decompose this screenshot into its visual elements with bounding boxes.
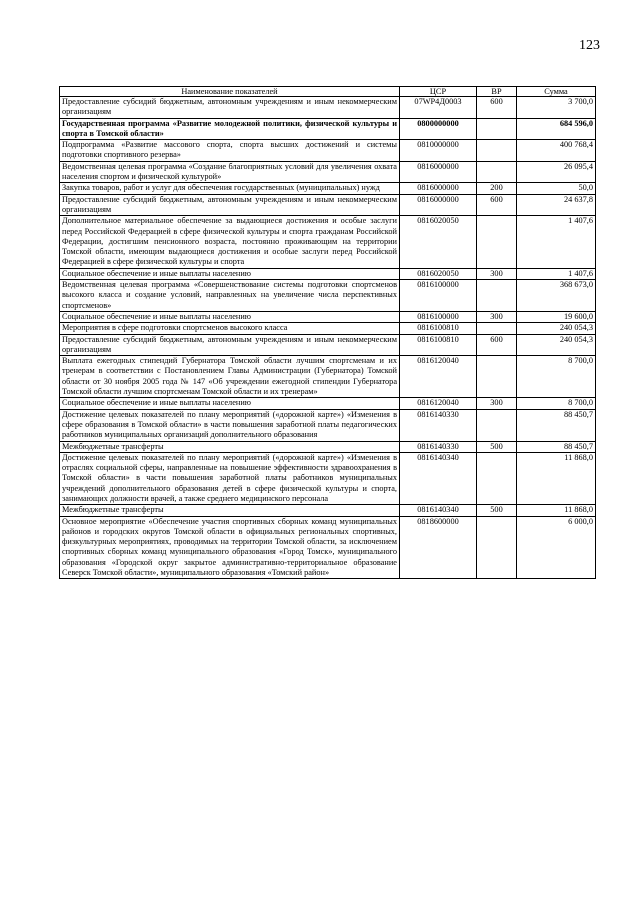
- header-name: Наименование показателей: [60, 87, 400, 97]
- table-row: [60, 268, 596, 279]
- header-vr: ВР: [477, 87, 517, 97]
- table-row: [60, 183, 596, 194]
- row-name-cell: Предоставление субсидий бюджетным, автономным учреждениям и иным некоммерческим организациям: [60, 97, 400, 119]
- table-row: [60, 97, 596, 119]
- row-sum-cell: 88 450,7: [517, 409, 596, 441]
- table-row: [60, 505, 596, 516]
- row-csr-cell: 0818600000: [400, 516, 477, 579]
- row-vr-cell: 200: [477, 183, 517, 194]
- row-csr-cell: 0816120040: [400, 398, 477, 409]
- row-csr-cell: 0810000000: [400, 140, 477, 162]
- table-row: [60, 311, 596, 322]
- table-row: [60, 356, 596, 398]
- table-row: [60, 216, 596, 268]
- row-vr-cell: 500: [477, 505, 517, 516]
- row-vr-cell: [477, 323, 517, 334]
- row-csr-cell: 0816100810: [400, 323, 477, 334]
- row-name-cell: Предоставление субсидий бюджетным, автономным учреждениям и иным некоммерческим организациям: [60, 334, 400, 356]
- row-vr-cell: 600: [477, 334, 517, 356]
- table-row: [60, 194, 596, 216]
- row-csr-cell: 0800000000: [400, 118, 477, 140]
- row-name-cell: Выплата ежегодных стипендий Губернатора Томской области лучшим спортсменам и их тренерам в соответствии с Постановлением Главы Администрации (Губернатора) Томской области от 30 ноября 2005 года № 147 «Об учреждении ежегодной стипендии Губернатора Томской области лучшим спортсменам Томской области и их тренерам»: [60, 356, 400, 398]
- row-vr-cell: 300: [477, 398, 517, 409]
- row-vr-cell: [477, 216, 517, 268]
- row-name-cell: Государственная программа «Развитие молодежной политики, физической культуры и спорта в Томской области»: [60, 118, 400, 140]
- row-vr-cell: [477, 452, 517, 504]
- row-name-cell: Межбюджетные трансферты: [60, 505, 400, 516]
- row-name-cell: Основное мероприятие «Обеспечение участия спортивных сборных команд муниципальных районов и городских округов Томской области в официальных региональных спортивных, физкультурных мероприятиях, проводимых на территории Томской области, за исключением спортивных сборных команд муниципального образования «Город Томск», муниципального образования «Городской округ закрытое административно-территориальное образование Северск Томской области», муниципального образования «Томский район»: [60, 516, 400, 579]
- row-vr-cell: 300: [477, 268, 517, 279]
- row-sum-cell: 684 596,0: [517, 118, 596, 140]
- row-sum-cell: 1 407,6: [517, 216, 596, 268]
- table-row: [60, 441, 596, 452]
- row-csr-cell: 0816000000: [400, 161, 477, 183]
- row-csr-cell: 0816000000: [400, 183, 477, 194]
- row-sum-cell: 240 054,3: [517, 323, 596, 334]
- row-vr-cell: [477, 280, 517, 312]
- row-name-cell: Ведомственная целевая программа «Совершенствование системы подготовки спортсменов высокого класса и создание условий, направленных на увеличение числа перспективных спортсменов»: [60, 280, 400, 312]
- row-vr-cell: 600: [477, 194, 517, 216]
- header-csr: ЦСР: [400, 87, 477, 97]
- row-vr-cell: [477, 409, 517, 441]
- row-csr-cell: 0816020050: [400, 216, 477, 268]
- table-row: [60, 334, 596, 356]
- row-name-cell: Социальное обеспечение и иные выплаты населению: [60, 398, 400, 409]
- table-row: [60, 140, 596, 162]
- row-name-cell: Дополнительное материальное обеспечение за выдающиеся достижения и особые заслуги перед Российской Федерацией в сфере физической культуры и спорта гражданам Российской Федерации, достигшим пенсионного возраста, постоянно проживающим на территории Томской области, имеющим выдающиеся достижения и особые заслуги перед Российской Федерацией в сфере физической культуры и спорта: [60, 216, 400, 268]
- row-name-cell: Закупка товаров, работ и услуг для обеспечения государственных (муниципальных) нужд: [60, 183, 400, 194]
- table-body: [60, 97, 596, 579]
- row-sum-cell: 240 054,3: [517, 334, 596, 356]
- row-name-cell: Достижение целевых показателей по плану мероприятий («дорожной карте») «Изменения в сфере образования в Томской области» в части повышения заработной платы педагогических работников муниципальных организаций дополнительного образования: [60, 409, 400, 441]
- row-csr-cell: 0816120040: [400, 356, 477, 398]
- row-vr-cell: [477, 118, 517, 140]
- row-sum-cell: 24 637,8: [517, 194, 596, 216]
- row-name-cell: Предоставление субсидий бюджетным, автономным учреждениям и иным некоммерческим организациям: [60, 194, 400, 216]
- table-row: [60, 398, 596, 409]
- table-header-row: [60, 87, 596, 97]
- row-name-cell: Подпрограмма «Развитие массового спорта, спорта высших достижений и системы подготовки спортивного резерва»: [60, 140, 400, 162]
- row-name-cell: Мероприятия в сфере подготовки спортсменов высокого класса: [60, 323, 400, 334]
- row-sum-cell: 11 868,0: [517, 505, 596, 516]
- row-name-cell: Социальное обеспечение и иные выплаты населению: [60, 268, 400, 279]
- table-row: [60, 161, 596, 183]
- row-name-cell: Ведомственная целевая программа «Создание благоприятных условий для увеличения охвата населения спортом и физической культурой»: [60, 161, 400, 183]
- row-csr-cell: 0816000000: [400, 194, 477, 216]
- row-vr-cell: 300: [477, 311, 517, 322]
- table-row: [60, 516, 596, 579]
- table-row: [60, 118, 596, 140]
- table-row: [60, 323, 596, 334]
- row-vr-cell: [477, 356, 517, 398]
- row-csr-cell: 0816140340: [400, 505, 477, 516]
- row-name-cell: Межбюджетные трансферты: [60, 441, 400, 452]
- row-sum-cell: 1 407,6: [517, 268, 596, 279]
- row-sum-cell: 11 868,0: [517, 452, 596, 504]
- row-sum-cell: 400 768,4: [517, 140, 596, 162]
- row-sum-cell: 19 600,0: [517, 311, 596, 322]
- row-sum-cell: 368 673,0: [517, 280, 596, 312]
- row-csr-cell: 0816100810: [400, 334, 477, 356]
- row-csr-cell: 07WР4Д0003: [400, 97, 477, 119]
- row-sum-cell: 8 700,0: [517, 398, 596, 409]
- table-row: [60, 409, 596, 441]
- row-sum-cell: 50,0: [517, 183, 596, 194]
- row-vr-cell: 500: [477, 441, 517, 452]
- row-sum-cell: 8 700,0: [517, 356, 596, 398]
- budget-table: [59, 86, 596, 579]
- row-csr-cell: 0816140330: [400, 409, 477, 441]
- row-vr-cell: [477, 516, 517, 579]
- row-vr-cell: [477, 140, 517, 162]
- row-name-cell: Достижение целевых показателей по плану мероприятий («дорожной карте») «Изменения в отраслях социальной сферы, направленные на повышение эффективности здравоохранения в Томской области» в части повышения заработной платы работников муниципальных учреждений дополнительного образования детей в сфере физической культуры и спорта, занимающих должности врачей, а также среднего медицинского персонала: [60, 452, 400, 504]
- row-csr-cell: 0816140340: [400, 452, 477, 504]
- row-name-cell: Социальное обеспечение и иные выплаты населению: [60, 311, 400, 322]
- row-csr-cell: 0816100000: [400, 280, 477, 312]
- row-csr-cell: 0816100000: [400, 311, 477, 322]
- row-sum-cell: 6 000,0: [517, 516, 596, 579]
- row-vr-cell: 600: [477, 97, 517, 119]
- row-csr-cell: 0816020050: [400, 268, 477, 279]
- row-vr-cell: [477, 161, 517, 183]
- row-sum-cell: 26 095,4: [517, 161, 596, 183]
- row-sum-cell: 88 450,7: [517, 441, 596, 452]
- row-csr-cell: 0816140330: [400, 441, 477, 452]
- table-row: [60, 280, 596, 312]
- header-sum: Сумма: [517, 87, 596, 97]
- row-sum-cell: 3 700,0: [517, 97, 596, 119]
- table-row: [60, 452, 596, 504]
- page-number: 123: [579, 38, 600, 53]
